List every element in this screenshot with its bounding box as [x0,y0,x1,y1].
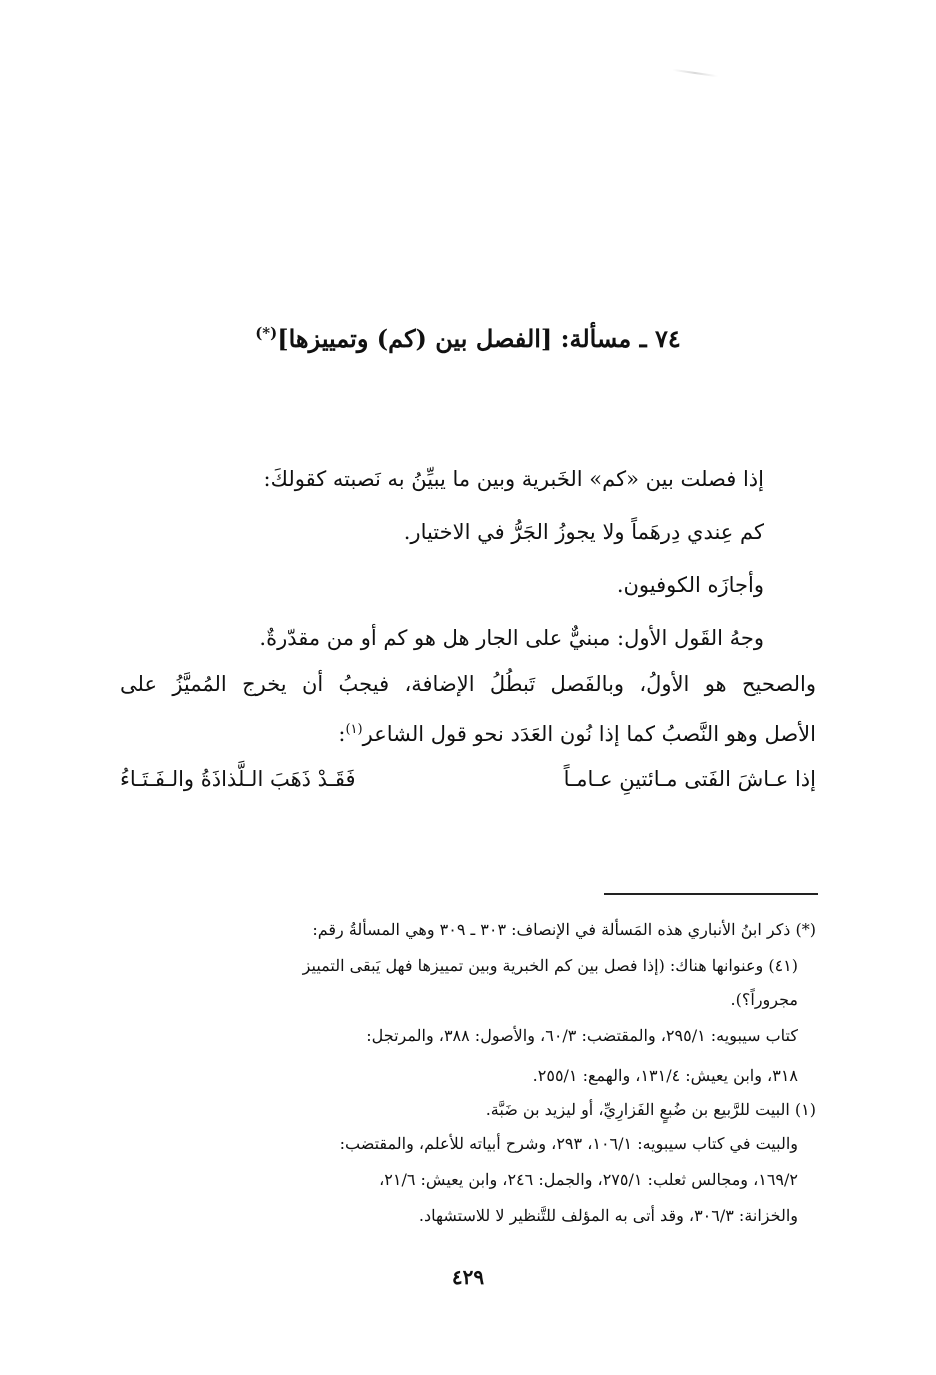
poetry-verse [120,765,816,793]
footnote-star-line-2: (٤١) وعنوانها هناك: (إذا فصل بين كم الخبرية وبين تمييزها فهل يَبقى التمييز [302,956,798,975]
verse-first-hemistich: إذا عـاشَ الفَتى مـائتينِ عـامـاً [563,767,816,791]
page-number: ٤٢٩ [451,1265,485,1289]
footnote-one-line-1: (١) البيت للرَّبيع بن ضُبعٍ الفَزارِيِّ، أو ليزيد بن ضَبَّة. [485,1100,816,1119]
body-line-6-text: الأصل وهو النَّصبُ كما إذا نُون العَدَد نحو قول الشاعر [362,722,816,746]
body-line-6 [120,716,816,748]
body-line-4: وجهُ القَول الأول: مبنيٌّ على الجار هل هو كم أو من مقدّرةٌ. [259,626,764,650]
body-line-6-end: : [338,722,346,746]
section-heading [120,318,816,354]
footnote-star-line-1: (*) ذكر ابنُ الأنباري هذه المَسألة في الإنصاف: ٣٠٣ ـ ٣٠٩ وهي المسألةُ رقم: [312,920,816,939]
heading-text: مسألة: [الفصل بين (كم) وتمييزها] [277,324,632,353]
verse-second-hemistich: فَقَـدْ ذَهَبَ الـلَّذاذَةُ والـفَـتَـاءُ [120,767,356,791]
footnote-one-line-4: والخزانة: ٣٠٦/٣، وقد أتى به المؤلف للتَّنظير لا للاستشهاد. [418,1206,798,1225]
body-line-1: إذا فصلت بين «كم» الخَبرية وبين ما يبيِّنُ به نَصبته كقولكَ: [263,467,764,491]
footnote-one-line-3: ١٦٩/٢، ومجالس ثعلب: ٢٧٥/١، والجمل: ٢٤٦، وابن يعيش: ٢١/٦، [379,1170,798,1189]
footnote-separator [604,893,818,895]
footnote-one-line-2: والبيت في كتاب سيبويه: ١٠٦/١، ٢٩٣، وشرح أبياته للأعلم، والمقتضب: [339,1134,798,1153]
footnote-star-line-3: مجروراً؟). [730,990,798,1009]
heading-footnote-marker: (*) [255,324,278,342]
footnote-ref-1: (١) [345,722,363,737]
scan-artifact [672,69,718,77]
body-line-2: كم عِندي دِرهَماً ولا يجوزُ الجَرُّ في الاختيار. [403,520,764,544]
body-line-3: وأجازَه الكوفيون. [616,573,764,597]
body-line-5: والصحيح هو الأولُ، وبالفَصل تَبطُلُ الإضافة، فيجبُ أن يخرج المُميَّزُ على [120,672,816,696]
footnote-refs-line-2: ٣١٨، وابن يعيش: ١٣١/٤، والهمع: ٢٥٥/١. [532,1066,798,1085]
heading-number: ٧٤ ـ [639,324,681,353]
footnote-refs-line-1: كتاب سيبويه: ٢٩٥/١، والمقتضب: ٦٠/٣، والأصول: ٣٨٨، والمرتجل: [366,1026,798,1045]
